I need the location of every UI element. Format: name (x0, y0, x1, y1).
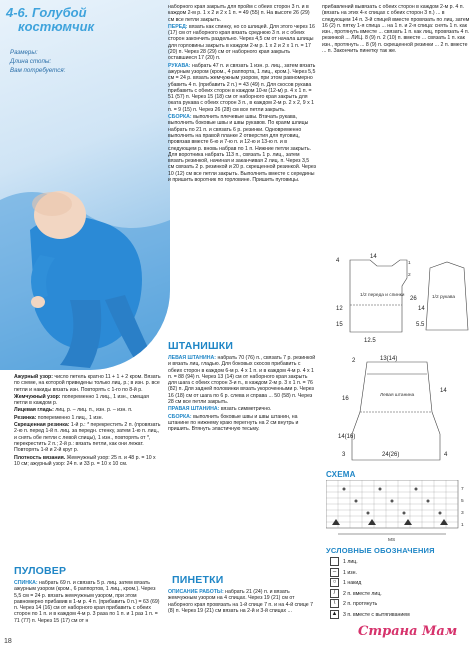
legend-item-label: 3 п. вместе с вытягиванием (343, 611, 410, 618)
left-para (14, 394, 162, 407)
legend-item-label: 1 изн. (343, 569, 357, 576)
pants-para (168, 355, 316, 405)
diag-label: 4 (336, 258, 340, 264)
knit-symbol-icon (330, 557, 339, 566)
scheme-title: СХЕМА (326, 470, 356, 479)
title-line1: Голубой (32, 5, 87, 20)
pullover-para-text: набрать 69 п. и связать 5 р. лиц. затем вязать ажурным узором (кром., 6 раппортов, 1 лиц., кром.). Через 5,5 см = 24 р. вязать жемчужным узором, при этом равномерно прибавив в 1-м р. 4 п. (прибавить 0 п.) = 63 (69) п. Через 14 (16) см от наборного края прибавить с обеих сторон по 1 п. и в каждом 4-м р. 3 раза по 1 п. и 1 раз 1 п. = 71 (77) п. Через 15 (17) см от н (14, 580, 160, 624)
middle-text-column (168, 4, 316, 336)
left-para (14, 422, 162, 453)
ms-label: МS (388, 538, 396, 542)
diag-label: 14 (440, 388, 447, 394)
diag-label: 14(16) (338, 434, 356, 440)
mid-para-label: ПЕРЕД: (168, 23, 188, 30)
section-pants: ШТАНИШКИ (168, 340, 234, 352)
purl-symbol-icon: – (330, 568, 339, 577)
left-para-text: попеременно 1 лиц., 1 изн., смещая петли в каждом р. (14, 393, 149, 407)
watermark-text: Страна Мам (358, 624, 458, 639)
mid-para (168, 24, 316, 62)
pants-para (168, 414, 316, 433)
pants-para-text: вязать симметрично. (220, 406, 272, 413)
left-text-column (14, 374, 162, 562)
diag-label: 16 (342, 396, 349, 402)
legend-item (330, 557, 465, 566)
diag-label: 14 (418, 306, 425, 312)
k2tog-icon: / (330, 589, 339, 598)
legend-item-label: 1 накид (343, 579, 362, 586)
legend-item-label: 2 п. вместе лиц. (343, 590, 382, 597)
booties-para-label: ОПИСАНИЕ РАБОТЫ: (168, 589, 224, 595)
pants-para-text: выполнить боковые швы и швы штанин, на штанине по нижнему краю перегнуть на 2 см внутрь и пришить. Втянуть эластичную тесьму. (168, 413, 299, 433)
pants-diagram (322, 352, 472, 467)
booties-para (168, 589, 316, 614)
pants-para-text: набрать 70 (76) п., связать 7 р. резинкой и вязать лиц. гладью. Для боковых скосов прибавить с обеих сторон в каждом 6-м р. 4 х 1 п. и в каждом 4-м р. 4 х 1 п. = 88 (94) п. Через 13 (14) см от наборного края закрыть для шага с обеих сторон 3-и п., в каждом 2-м р. 3 х 1 п. = 76 (82) п. Для задней половинки вязать укороченными р. Через 16 (18) см от шага по 6 р. слева и справа ... 50 (58) п. Через 28 см все петли закрыть. (168, 355, 316, 406)
diag-label: 26 (410, 296, 417, 302)
pullover-text (14, 580, 162, 642)
booties-text (168, 589, 316, 645)
diag-label: 1/2 рукава (432, 295, 456, 300)
mid-para-text: вязать как спинку, но со шлицей. Для этого через 16 (17) см от наборного края вязать среднюю 3 п. и с обеих сторон закончить раздельно. Через 4,5 см от начала шлицы для горловины закрыть в каждом 2-м р. 1 х 2 и 2 х 1 п. = 17 (20) п. Через 28 (29) см от наборного края закрыть оставшиеся 17 (20) п. (168, 23, 315, 62)
diag-label: 14 (370, 254, 377, 260)
title-line2: костюмчик (18, 19, 95, 34)
section-pullover: ПУЛОВЕР (14, 565, 67, 577)
mid-para-text: выполнить плечевые швы. Втачать рукава, выполнить боковые швы и швы рукавов. По краям шлицы набрать по 21 п. и связать 6 р. резинки. Одновременно выполнить на правой планке 2 отверстия для пуговиц, провязав вместе 6-ю и 7-ю п. и 12-ю и 13-ю п. и в следующем р. вновь набрав по 1 п. Нижние петли закрыть. Для воротника набрать 113 п., связать 1 р. лиц., затем вязать резинкой, начиная и заканчивая 2 лиц. п. Через 3,5 см связать 2 р. резинкой и 20 р. скрещенной резинкой. Через 10 (12) см все петли закрыть. Выполнить вместе с середины и пришить воротник по горловине. Пришить пуговицы. (168, 114, 316, 184)
ssk-icon: \ (330, 599, 339, 608)
right-text-column (322, 4, 470, 244)
legend-item (330, 599, 465, 608)
pants-para-label: ПРАВАЯ ШТАНИНА: (168, 406, 220, 413)
yarn-over-icon: ○ (330, 578, 339, 587)
diag-label: 2 (352, 358, 356, 364)
diag-label: 4 (444, 452, 448, 458)
pants-para (168, 406, 316, 412)
length-label: Длина стопы: (10, 58, 52, 65)
mid-para-label: СБОРКА: (168, 114, 192, 121)
mid-para (168, 63, 316, 113)
row-number: 3 (461, 511, 464, 516)
legend-item (330, 578, 465, 587)
diag-label: 1/2 переда и спинки (360, 293, 405, 298)
legend-item (330, 610, 465, 619)
need-label: Вам потребуется: (10, 67, 66, 74)
diag-label: 15 (336, 322, 343, 328)
pants-para-label: СБОРКА: (168, 413, 192, 420)
pattern-code: 4-6. (6, 5, 29, 20)
mid-para-label: РУКАВА: (168, 62, 191, 69)
left-para-label: Жемчужный узор: (14, 393, 61, 400)
diag-label: Левая штанина (380, 393, 415, 398)
legend-title: УСЛОВНЫЕ ОБОЗНАЧЕНИЯ (326, 546, 435, 555)
mid-para-text: набрать 47 п. и связать 1 изн. р. лиц., затем вязать ажурным узором (кром., 4 раппорта, 1 лиц., кром.). Через 5,5 см = 24 р. вязать жемчужным узором, при этом равномерно убавить 4 п. (прибавить 2 п.) = 43 (49) п. Для скосов рукава прибавить с обеих сторон в каждом 10-м (12-м) р. 4 х 1 п. = 51 (57) п. Через 15 (18) см от наборного края закрыть для оката рукава с обеих сторон 3 п., в каждом 2-м р. 2 х 2, 9 х 1 п. = 9 (15) п. Через 26 (28) см все петли закрыть. (168, 62, 316, 113)
left-para-label: Лицевая гладь: (14, 407, 54, 414)
pullover-para-label: СПИНКА: (14, 580, 38, 586)
left-para-label: Плотность вязания. (14, 454, 66, 461)
scheme-grid (326, 480, 471, 542)
legend-item (330, 568, 465, 577)
right-text: прибавлений вывязать с обеих сторон в каждом 2-м р. 4 п. (вязать на этих 4-х спицах с обеих сторон 3 п.) ... в следующем 14 п. 3-й спицей вместе провязать по лиц. затем 16 (2) п. пятку 1-я спица ... на 1 п. и 2-я спица: снять 1 п. как изн., протянуть вместе ... связать 1 п. как лиц, провязать 4 п. резинкой ... ЛИЦ. 8 (9) п. 2 (10) п. вместе ... связать 1 п. как изн., протянуть ... 8 (9) п. скрещенной резинки ... 2 п. вместе ... п. Закончить пинетку так же. (322, 4, 470, 55)
left-para-label: Ажурный узор: (14, 374, 53, 380)
pants-para-label: ЛЕВАЯ ШТАНИНА: (168, 355, 216, 361)
left-para-label: Скрещенная резинка: (14, 422, 70, 429)
legend-item (330, 589, 465, 598)
left-para-text: Жемчужный узор: 25 п. и 48 р. = 10 х 10 см; ажурный узор: 24 п. и 33 р. = 10 х 10 см. (14, 454, 156, 467)
legend-item-label: 2 п. протянуть (343, 600, 378, 607)
diag-label: 1 (408, 261, 411, 266)
row-number: 1 (461, 523, 464, 528)
sweater-diagram (322, 250, 472, 350)
legend-list (330, 557, 465, 619)
pants-text (168, 355, 316, 545)
watermark (352, 620, 470, 644)
section-booties: ПИНЕТКИ (172, 574, 224, 586)
left-para-text: попеременно 1 лиц., 1 изн. (37, 414, 103, 421)
left-para (14, 407, 162, 413)
row-number: 5 (461, 499, 464, 504)
pullover-para (14, 580, 162, 624)
row-number: 7 (461, 487, 464, 492)
left-para (14, 455, 162, 468)
diag-label: 12.5 (364, 338, 376, 344)
diag-label: 12 (336, 306, 343, 312)
diag-label: 24(26) (382, 452, 400, 458)
cdd-icon: ▲ (331, 610, 338, 617)
diag-label: 3 (342, 452, 346, 458)
diag-label: 2 (408, 273, 411, 278)
left-para (14, 374, 162, 393)
booties-para-text: набрать 21 (24) п. и вязать жемчужным узором на 4 спицах. Через 19 (21) см от наборного края провязать на 1-й спице 7 п. и на 4-й спице 7 (8) п. Через 19 (21) см вязать на 2-й и 3-й спицах ... (168, 589, 313, 614)
diag-label: 13(14) (380, 356, 398, 362)
page-number: 18 (4, 638, 12, 645)
sizes-label: Размеры: (10, 49, 38, 56)
left-para-label: Резинка: (14, 414, 37, 421)
mid-top-text: наборного края закрыть для пройм с обеих сторон 3 п. и в каждом 2-м р. 1 х 2 и 2 х 1 п. = 49 (55) п. На высоте 26 (29) см все петли закрыть. (168, 4, 310, 23)
diag-label: 5.5 (416, 322, 425, 328)
left-para (14, 415, 162, 421)
left-para-text: лиц. р. – лиц. п., изн. р. – изн. п. (55, 407, 133, 414)
mid-para (168, 114, 316, 183)
left-para-text: 1-й р.: * перекрестить 2 п. (провязать 2-ю п. перед 1-й п. лиц. за передн. стенку, затем 1-ю п. лиц., и снять обе петли с левой спицы), 1 изн., повторять от *, перекрестить 2 п.; 2-й р.: вязать петли, как они лежат. Повторять 1-й и 2-й круг р. (14, 422, 161, 454)
title-block (6, 6, 166, 34)
left-para-text: число петель кратно 11 + 1 + 2 кром. Вязать по схеме, на которой приведены только лиц. р.; в изн. р. все петли и накиды вязать изн. Повторять с 1-го по 8-й р. (14, 374, 161, 393)
header-info (10, 48, 160, 75)
legend-item-label: 1 лиц. (343, 558, 358, 565)
